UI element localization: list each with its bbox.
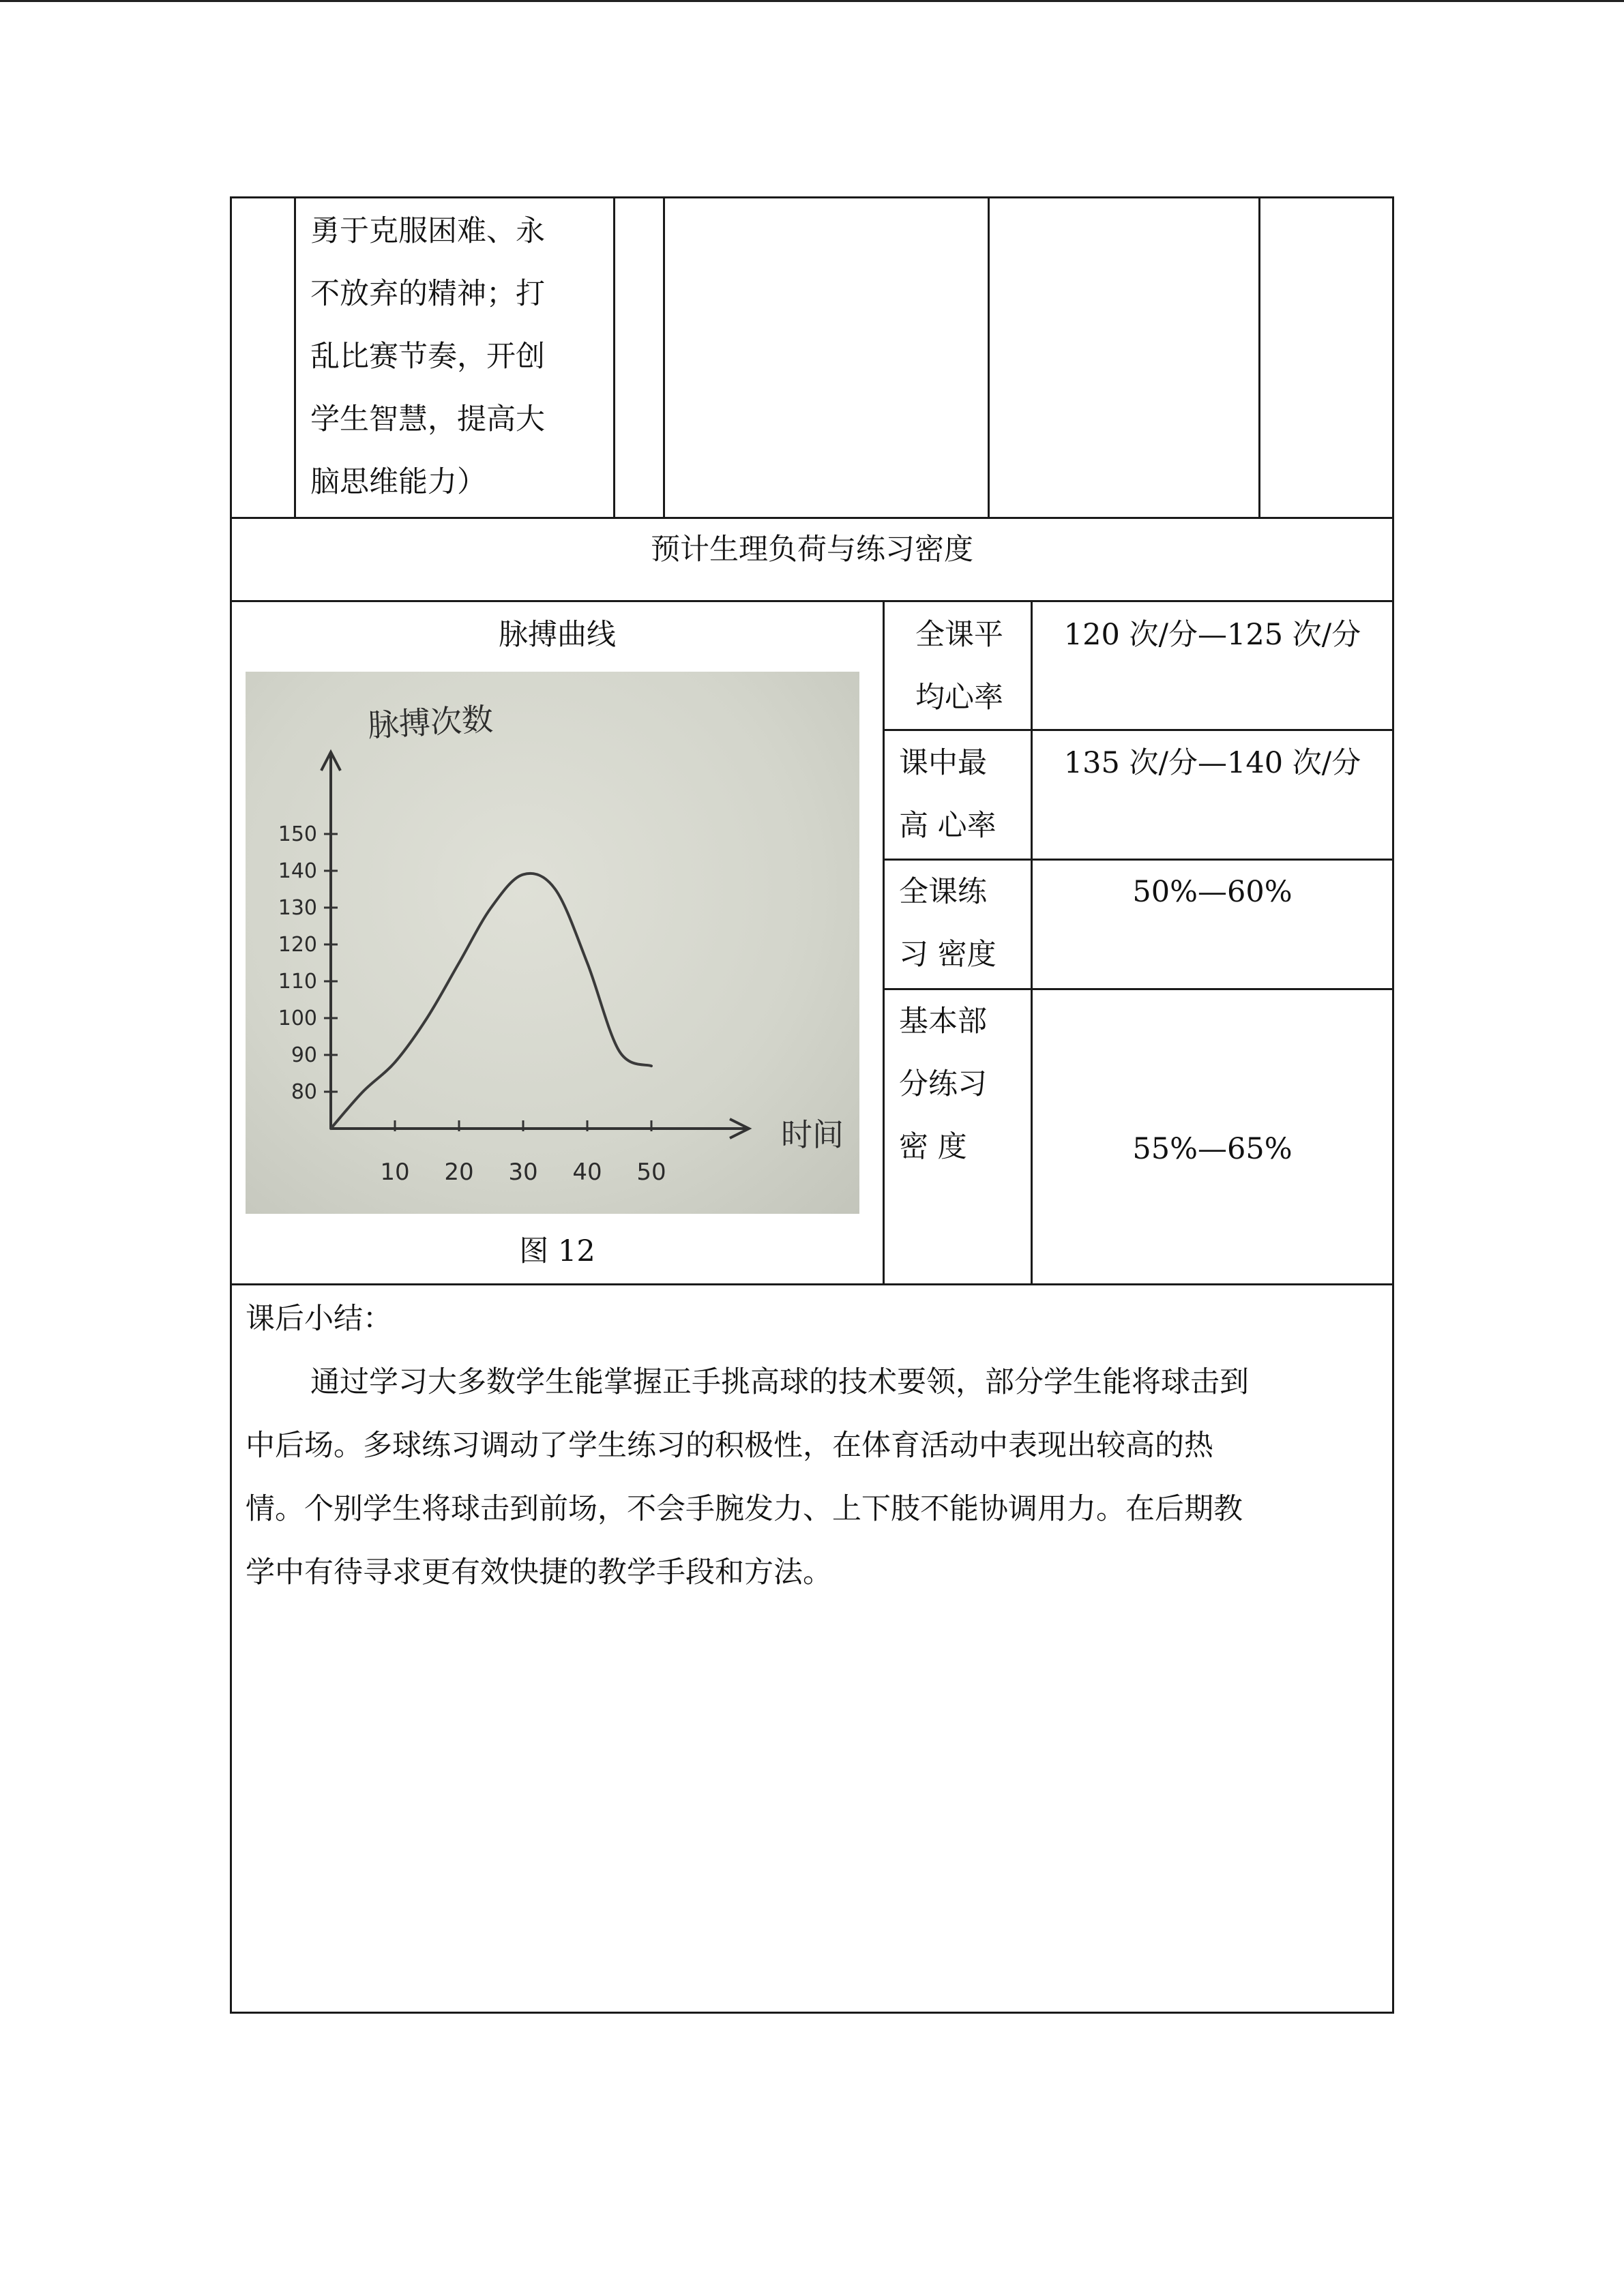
metric-label: 密 度 <box>899 1130 967 1164</box>
metric-row-sep-1 <box>883 729 1394 731</box>
x-tick-label: 10 <box>380 1159 410 1186</box>
top-row-col-5 <box>1258 196 1260 518</box>
table-border-right <box>1392 196 1394 2014</box>
x-tick-label: 50 <box>636 1159 666 1186</box>
y-tick-label: 80 <box>291 1080 317 1104</box>
pulse-chart-photo <box>246 672 859 1214</box>
metric-value: 50%—60% <box>1132 875 1293 909</box>
top-row-col-3 <box>663 196 665 518</box>
load-col-divider-2 <box>1031 600 1033 1285</box>
top-row-line: 脑思维能力） <box>310 465 486 499</box>
chart-ylabel: 脉搏次数 <box>366 700 494 744</box>
metric-row-sep-2 <box>883 859 1394 861</box>
metric-row-sep-3 <box>883 988 1394 990</box>
table-border-bottom <box>230 2012 1394 2014</box>
load-col-divider-1 <box>883 600 885 1285</box>
top-row-line: 学生智慧，提高大 <box>310 402 545 436</box>
chart-xlabel: 时间 <box>781 1116 844 1153</box>
top-row-col-2 <box>613 196 615 518</box>
summary-line: 通过学习大多数学生能掌握正手挑高球的技术要领，部分学生能将球击到 <box>310 1365 1249 1399</box>
y-tick-label: 100 <box>278 1007 317 1030</box>
pulse-curve-line <box>331 874 651 1129</box>
top-row-col-4 <box>988 196 990 518</box>
table-border-left <box>230 196 232 2014</box>
metric-label: 均心率 <box>915 681 1003 715</box>
metric-value: 55%—65% <box>1132 1132 1293 1166</box>
y-tick-label: 90 <box>291 1043 317 1067</box>
x-tick-label: 20 <box>444 1159 474 1186</box>
metric-label: 全课平 <box>915 618 1003 652</box>
y-tick-label: 130 <box>278 896 317 920</box>
summary-line: 情。个别学生将球击到前场，不会手腕发力、上下肢不能协调用力。在后期教 <box>246 1492 1243 1526</box>
top-row-line: 勇于克服困难、永 <box>310 214 545 248</box>
page-top-rule <box>0 0 1624 2</box>
top-row-line: 不放弃的精神；打 <box>310 277 545 311</box>
summary-heading: 课后小结： <box>246 1302 392 1336</box>
row-separator-3 <box>230 1283 1394 1285</box>
y-tick-label: 150 <box>278 822 317 846</box>
row-separator-2 <box>230 600 1394 602</box>
y-tick-label: 140 <box>278 859 317 883</box>
metric-label: 全课练 <box>899 875 987 909</box>
metric-label: 基本部 <box>899 1004 987 1039</box>
table-border-top <box>230 196 1394 198</box>
x-tick-label: 40 <box>572 1159 602 1186</box>
metric-label: 分练习 <box>899 1067 987 1101</box>
y-tick-label: 110 <box>278 970 317 994</box>
pulse-chart-svg <box>246 672 859 1214</box>
pulse-curve-label: 脉搏曲线 <box>499 618 616 652</box>
x-tick-label: 30 <box>508 1159 538 1186</box>
metric-value: 120 次/分—125 次/分 <box>1063 618 1361 652</box>
metric-label: 习 密度 <box>899 938 996 972</box>
y-tick-label: 120 <box>278 933 317 957</box>
summary-line: 学中有待寻求更有效快捷的教学手段和方法。 <box>246 1555 832 1590</box>
summary-line: 中后场。多球练习调动了学生练习的积极性，在体育活动中表现出较高的热 <box>246 1429 1213 1463</box>
top-row-col-1 <box>294 196 296 518</box>
top-row-line: 乱比赛节奏，开创 <box>310 340 545 374</box>
metric-label: 课中最 <box>899 746 987 780</box>
metric-value: 135 次/分—140 次/分 <box>1063 746 1361 780</box>
row-separator-1 <box>230 517 1394 519</box>
figure-caption: 图 12 <box>519 1234 595 1268</box>
metric-label: 高 心率 <box>899 809 996 843</box>
section-title: 预计生理负荷与练习密度 <box>651 533 973 567</box>
